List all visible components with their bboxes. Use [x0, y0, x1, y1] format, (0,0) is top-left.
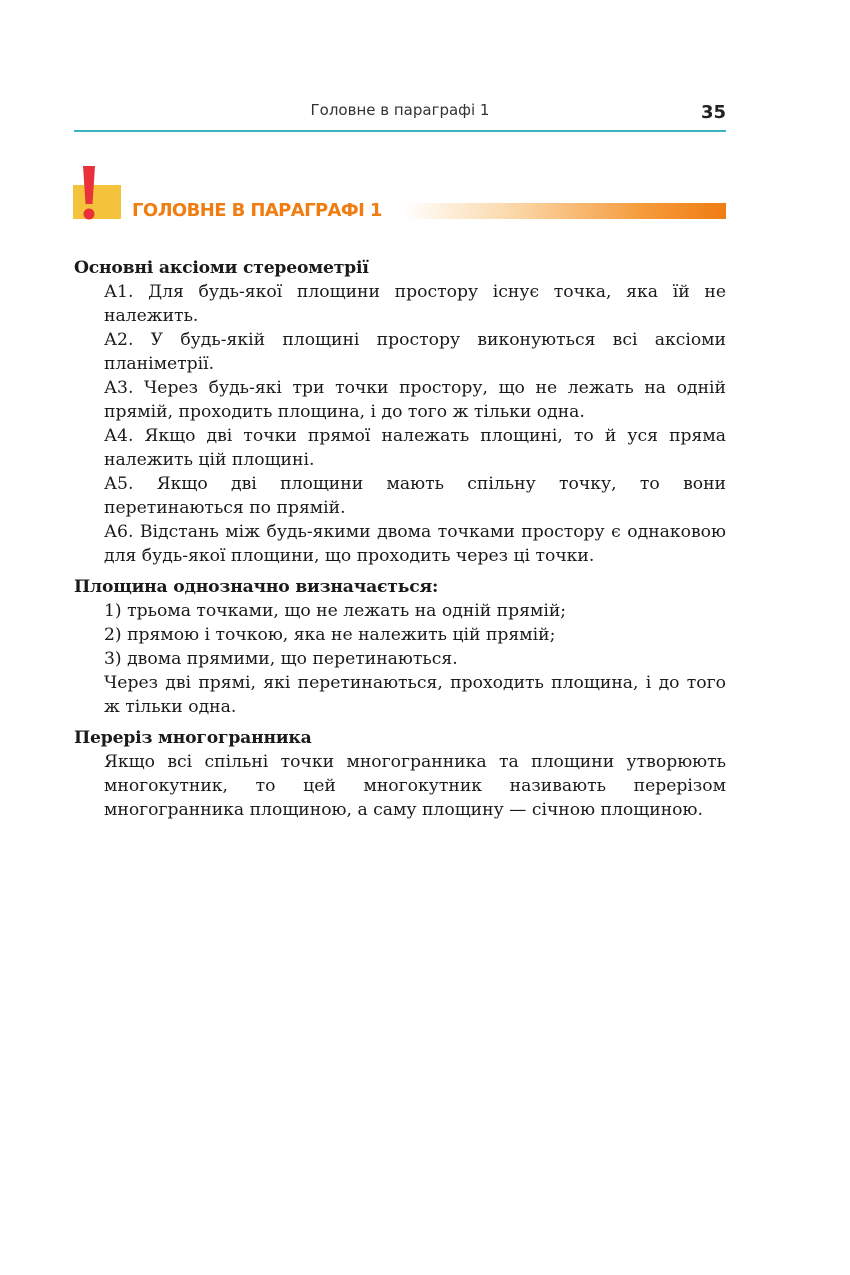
summary-content: [74, 256, 726, 822]
axiom-a2: А2. У будь-якій площині простору виконуються всі аксіоми планіметрії.: [104, 330, 726, 374]
list-item: 2) прямою і точкою, яка не належить цій прямій;: [104, 625, 556, 645]
section-definition: Якщо всі спільні точки многогранника та площини утворюють многокутник, то цей многокутник називають перерізом многогранника площиною, а саму площину — січною площиною.: [104, 752, 726, 820]
axiom-a4: А4. Якщо дві точки прямої належать площині, то й уся пряма належить цій площині.: [104, 426, 726, 470]
axiom-a1: А1. Для будь-якої площини простору існує точка, яка їй не належить.: [104, 282, 726, 326]
plane-statement: Через дві прямі, які перетинаються, проходить площина, і до того ж тільки одна.: [104, 673, 726, 717]
running-title: Головне в параграфі 1: [310, 101, 490, 119]
axiom-a6: А6. Відстань між будь-якими двома точками простору є однаковою для будь-якої площини, що проходить через ці точки.: [104, 522, 726, 566]
axioms-block: [74, 256, 726, 568]
list-item: 3) двома прямими, що перетинаються.: [104, 649, 458, 669]
page-number: 35: [700, 102, 726, 123]
axiom-a5: А5. Якщо дві площини мають спільну точку, то вони перетинаються по прямій.: [104, 474, 726, 518]
section-title: ГОЛОВНЕ В ПАРАГРАФІ 1: [132, 200, 382, 221]
plane-definition-block: [74, 575, 726, 719]
block-heading: Площина однозначно визначається:: [74, 577, 439, 597]
section-banner: [73, 166, 726, 222]
exclamation-icon: [80, 166, 98, 222]
block-heading: Основні аксіоми стереометрії: [74, 258, 369, 278]
block-heading: Переріз многогранника: [74, 728, 312, 748]
running-header: [74, 100, 726, 132]
axiom-a3: А3. Через будь-які три точки простору, що не лежать на одній прямій, проходить площина, і до того ж тільки одна.: [104, 378, 726, 422]
polyhedron-section-block: [74, 726, 726, 822]
list-item: 1) трьома точками, що не лежать на одній прямій;: [104, 601, 567, 621]
banner-gradient-bar: [401, 203, 726, 219]
